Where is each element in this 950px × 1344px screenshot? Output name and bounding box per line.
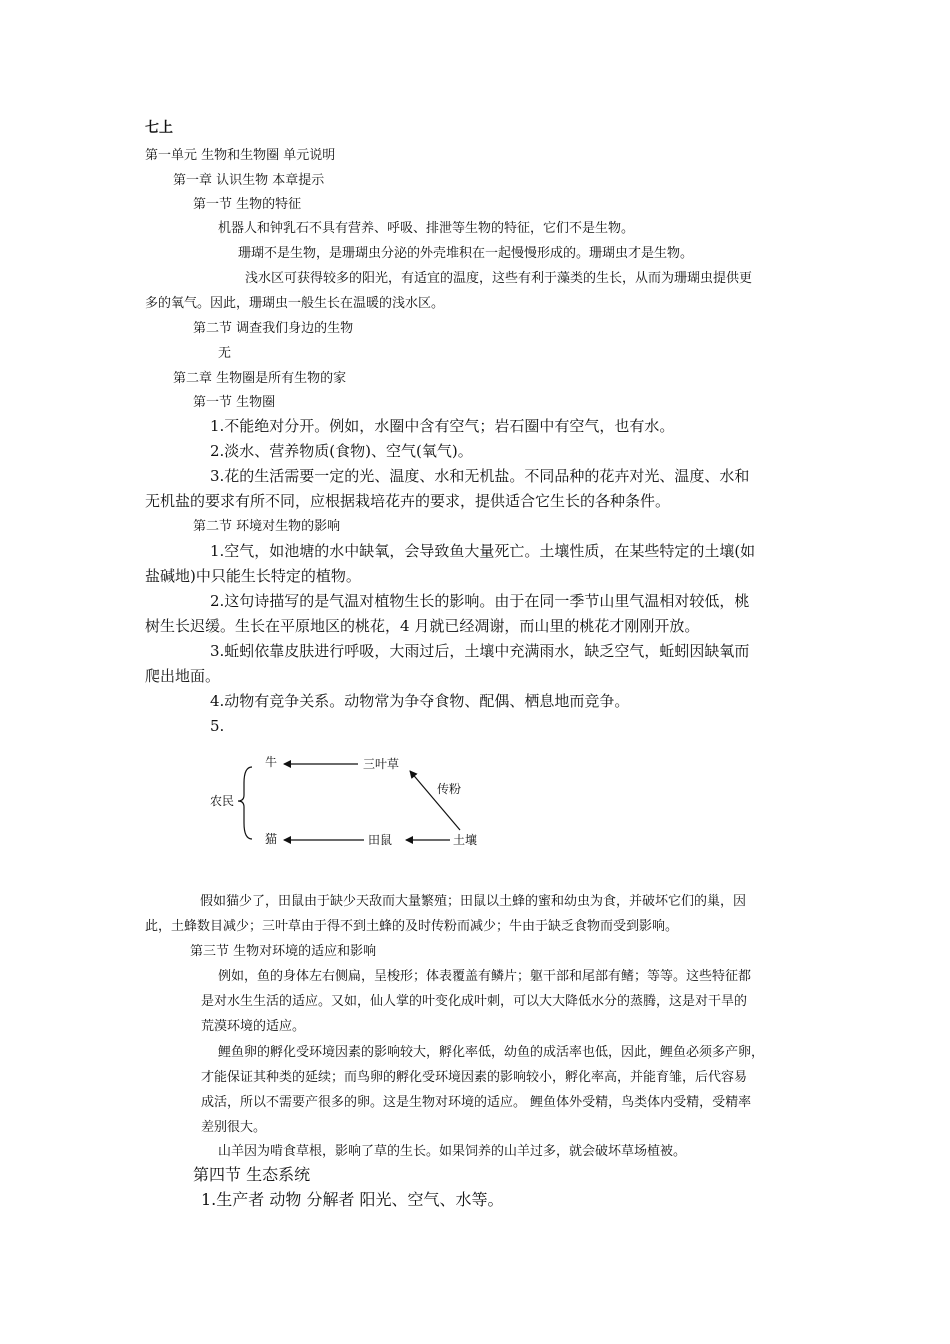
chapter-1-heading: 第一章 认识生物 本章提示 [173, 173, 325, 188]
paragraph-text: 爬出地面。 [145, 667, 221, 685]
paragraph-text: 3.花的生活需要一定的光、温度、水和无机盐。不同品种的花卉对光、温度、水和 [210, 467, 750, 485]
chapter-2-section-1-heading: 第一节 生物圈 [193, 395, 276, 410]
node-cow: 牛 [265, 755, 278, 769]
food-chain-diagram [200, 745, 500, 860]
paragraph-text: 1.生产者 动物 分解者 阳光、空气、水等。 [201, 1190, 504, 1209]
paragraph-text: 无 [218, 346, 232, 361]
chapter-1-section-1-heading: 第一节 生物的特征 [193, 197, 302, 212]
chapter-2-heading: 第二章 生物圈是所有生物的家 [173, 371, 347, 386]
paragraph-text: 树生长迟缓。生长在平原地区的桃花，4 月就已经凋谢，而山里的桃花才刚刚开放。 [145, 617, 700, 635]
node-cat: 猫 [265, 832, 278, 846]
paragraph-text: 例如，鱼的身体左右侧扁，呈梭形；体表覆盖有鳞片；躯干部和尾部有鳍；等等。这些特征都 [218, 969, 752, 984]
paragraph-text: 珊瑚不是生物，是珊瑚虫分泌的外壳堆积在一起慢慢形成的。珊瑚虫才是生物。 [238, 246, 694, 261]
arrow-soil-to-clover [410, 771, 460, 830]
paragraph-text: 1.空气，如池塘的水中缺氧，会导致鱼大量死亡。土壤性质，在某些特定的土壤(如 [210, 542, 756, 560]
chapter-2-section-4-heading: 第四节 生态系统 [193, 1165, 311, 1184]
unit-heading: 第一单元 生物和生物圈 单元说明 [145, 148, 336, 163]
node-field-mouse: 田鼠 [368, 833, 393, 847]
node-farmer: 农民 [210, 794, 235, 808]
item-number: 5. [210, 717, 225, 735]
label-pollination: 传粉 [437, 782, 462, 796]
chapter-1-section-2-heading: 第二节 调查我们身边的生物 [193, 321, 354, 336]
paragraph-text: 成活，所以不需要产很多的卵。这是生物对环境的适应。 鲤鱼体外受精，鸟类体内受精，受精率 [201, 1095, 752, 1110]
paragraph-text: 鲤鱼卵的孵化受环境因素的影响较大，孵化率低，幼鱼的成活率也低，因此，鲤鱼必须多产卵， [218, 1045, 765, 1060]
paragraph-text: 才能保证其种类的延续；而鸟卵的孵化受环境因素的影响较小，孵化率高，并能育雏，后代容易 [201, 1070, 748, 1085]
chapter-2-section-3-heading: 第三节 生物对环境的适应和影响 [190, 944, 377, 959]
paragraph-text: 多的氧气。因此，珊瑚虫一般生长在温暖的浅水区。 [145, 296, 445, 311]
paragraph-text: 是对水生生活的适应。又如，仙人掌的叶变化成叶刺，可以大大降低水分的蒸腾，这是对干旱的 [201, 994, 748, 1009]
paragraph-text: 3.蚯蚓依靠皮肤进行呼吸，大雨过后，土壤中充满雨水，缺乏空气，蚯蚓因缺氧而 [210, 642, 750, 660]
paragraph-text: 2.这句诗描写的是气温对植物生长的影响。由于在同一季节山里气温相对较低，桃 [210, 592, 750, 610]
paragraph-text: 2.淡水、营养物质(食物)、空气(氧气)。 [210, 442, 473, 460]
node-soil: 土壤 [453, 833, 478, 847]
paragraph-text: 浅水区可获得较多的阳光，有适宜的温度，这些有利于藻类的生长，从而为珊瑚虫提供更 [245, 271, 753, 286]
page-grade-title: 七上 [145, 120, 173, 136]
paragraph-text: 1.不能绝对分开。例如，水圈中含有空气；岩石圈中有空气，也有水。 [210, 417, 675, 435]
node-clover: 三叶草 [363, 757, 400, 771]
paragraph-text: 差别很大。 [201, 1120, 267, 1135]
chapter-2-section-2-heading: 第二节 环境对生物的影响 [193, 519, 341, 534]
paragraph-text: 4.动物有竞争关系。动物常为争夺食物、配偶、栖息地而竞争。 [210, 692, 630, 710]
paragraph-text: 山羊因为啃食草根，影响了草的生长。如果饲养的山羊过多，就会破坏草场植被。 [218, 1144, 687, 1159]
paragraph-text: 此，土蜂数目减少；三叶草由于得不到土蜂的及时传粉而减少；牛由于缺乏食物而受到影响。 [145, 919, 679, 934]
paragraph-text: 荒漠环境的适应。 [201, 1019, 306, 1034]
farmer-brace [238, 767, 252, 839]
paragraph-text: 假如猫少了，田鼠由于缺少天敌而大量繁殖；田鼠以土蜂的蜜和幼虫为食，并破坏它们的巢，因 [200, 894, 747, 909]
paragraph-text: 盐碱地)中只能生长特定的植物。 [145, 567, 361, 585]
paragraph-text: 无机盐的要求有所不同，应根据栽培花卉的要求，提供适合它生长的各种条件。 [145, 492, 671, 510]
paragraph-text: 机器人和钟乳石不具有营养、呼吸、排泄等生物的特征，它们不是生物。 [218, 221, 635, 236]
